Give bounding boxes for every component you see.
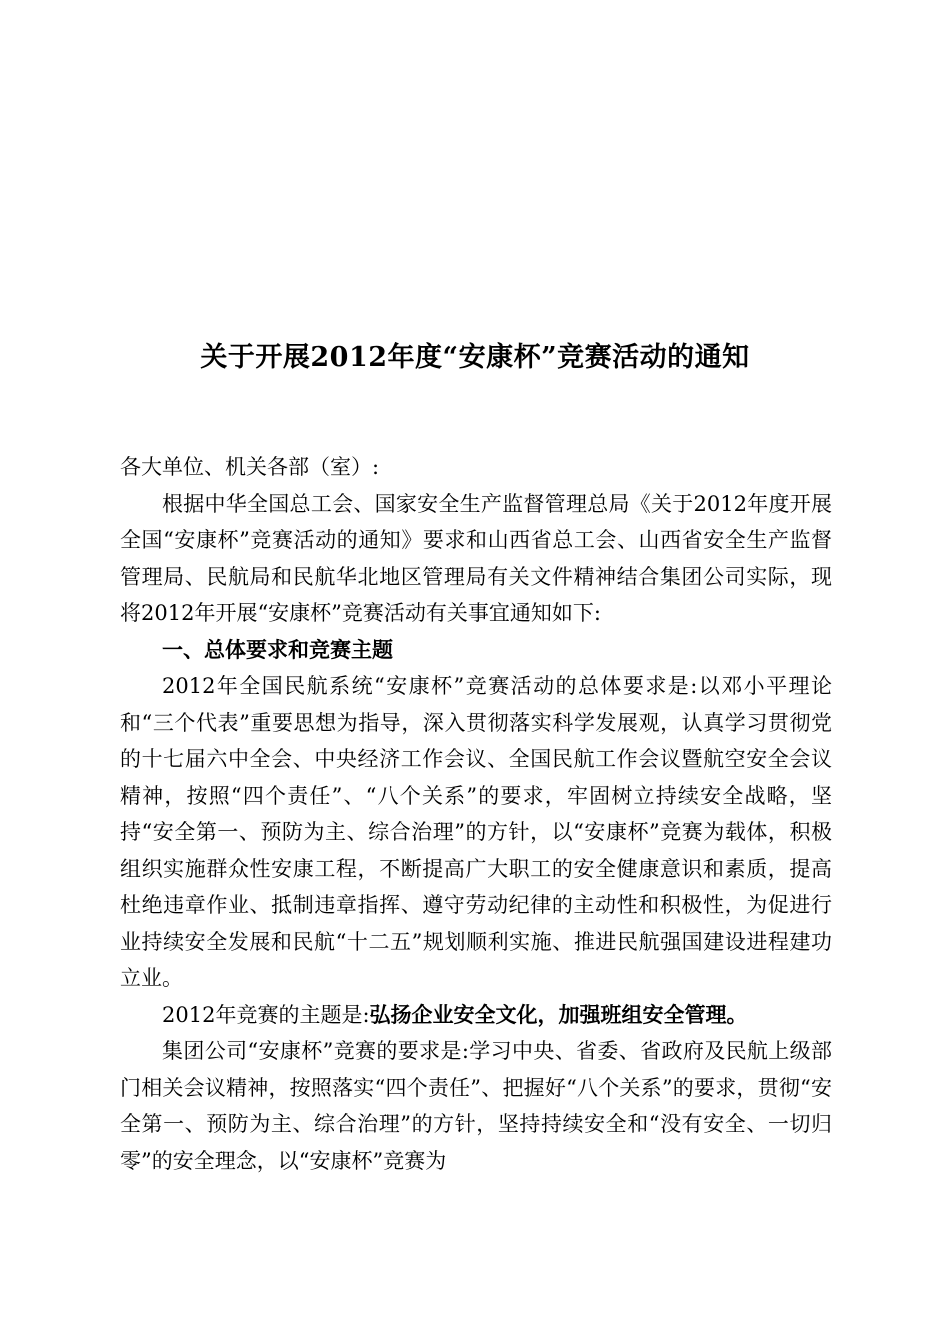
paragraph-intro: 根据中华全国总工会、国家安全生产监督管理总局《关于2012年度开展全国“安康杯”竞赛活动的通知》要求和山西省总工会、山西省安全生产监督管理局、民航局和民航华北地区管理局有关文件精神结合集团公司实际，现将2012年开展“安康杯”竞赛活动有关事宜通知如下:: [120, 491, 832, 625]
paragraph-group-requirements: 集团公司“安康杯”竞赛的要求是:学习中央、省委、省政府及民航上级部门相关会议精神，按照落实“四个责任”、把握好“八个关系”的要求，贯彻“安全第一、预防为主、综合治理”的方针，坚持持续安全和“没有安全、一切归零”的安全理念，以“安康杯”竞赛为: [120, 1039, 832, 1173]
paragraph-general-requirements: 2012年全国民航系统“安康杯”竞赛活动的总体要求是:以邓小平理论和“三个代表”重要思想为指导，深入贯彻落实科学发展观，认真学习贯彻党的十七届六中全会、中央经济工作会议、全国民航工作会议暨航空安全会议精神，按照“四个责任”、“八个关系”的要求，牢固树立持续安全战略，坚持“安全第一、预防为主、综合治理”的方针，以“安康杯”竞赛为载体，积极组织实施群众性安康工程，不断提高广大职工的安全健康意识和素质，提高杜绝违章作业、抵制违章指挥、遵守劳动纪律的主动性和积极性，为促进行业持续安全发展和民航“十二五”规划顺利实施、推进民航强国建设进程建功立业。: [120, 674, 832, 990]
document-title: 关于开展2012年度“安康杯”竞赛活动的通知: [200, 342, 750, 373]
theme-text: 弘扬企业安全文化，加强班组安全管理。: [369, 1002, 748, 1027]
paragraph-theme: [120, 997, 832, 1034]
document-body: [120, 449, 832, 1179]
salutation: 各大单位、机关各部（室）:: [120, 455, 380, 479]
section-heading-1: 一、总体要求和竞赛主题: [162, 637, 393, 662]
theme-prefix: 2012年竞赛的主题是:: [162, 1002, 370, 1027]
